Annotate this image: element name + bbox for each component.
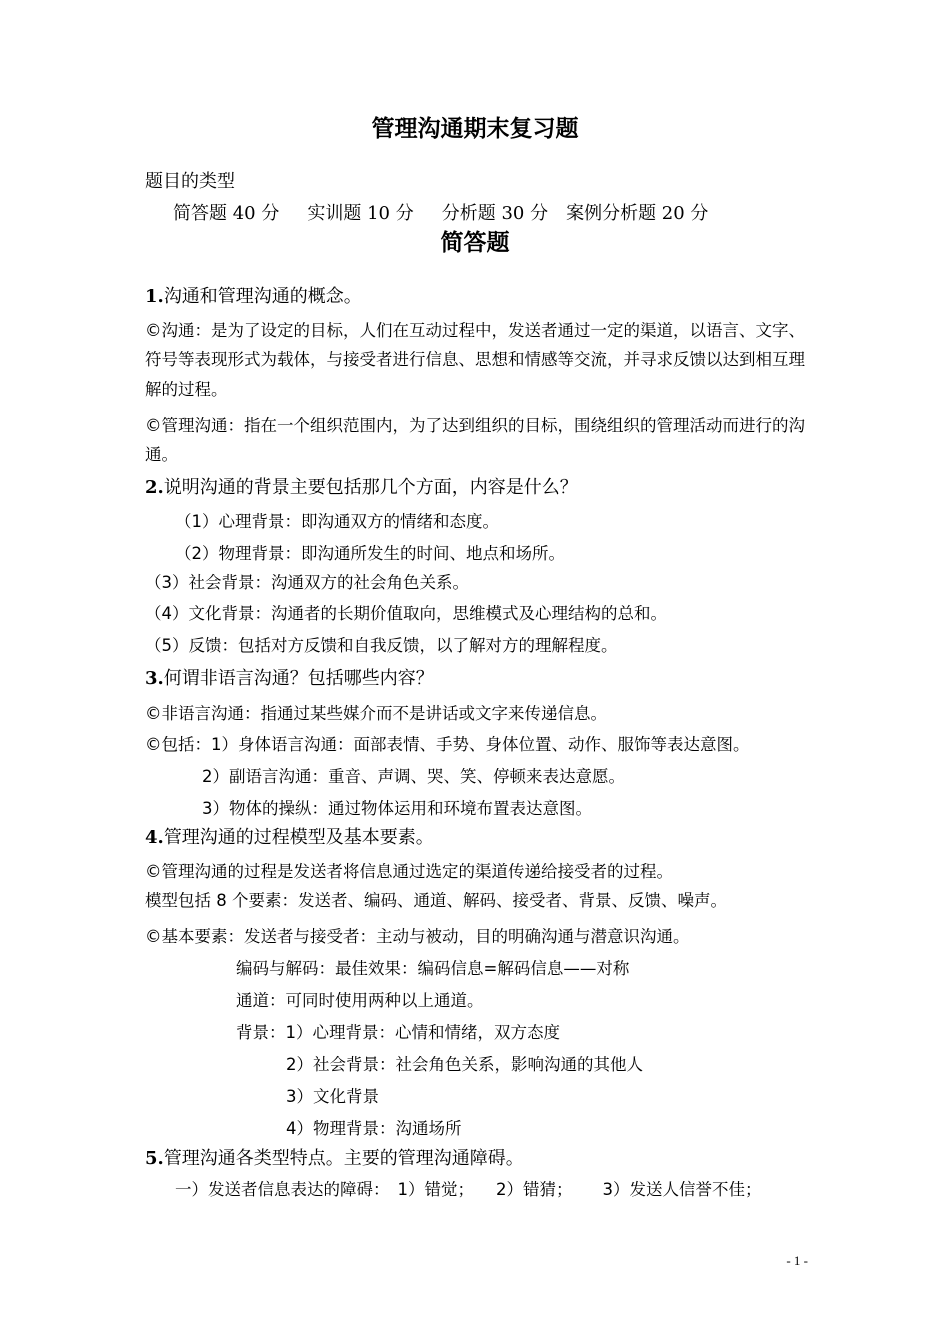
question-number: 3: [145, 668, 158, 689]
answer-line: （1）心理背景：即沟通双方的情绪和态度。: [175, 512, 499, 531]
type-item: 实训题 10 分: [307, 203, 414, 224]
question-number: 1: [145, 286, 158, 307]
type-item: 案例分析题 20 分: [566, 203, 709, 224]
question-heading: 3.何谓非语言沟通？包括哪些内容？: [145, 668, 434, 689]
document-title: 管理沟通期末复习题: [371, 116, 579, 142]
answer-line: ©基本要素：发送者与接受者：主动与被动，目的明确沟通与潜意识沟通。: [145, 927, 690, 946]
answer-line: （2）物理背景：即沟通所发生的时间、地点和场所。: [175, 544, 565, 563]
question-text: 沟通和管理沟通的概念。: [163, 286, 362, 307]
barrier-item: 1）错觉；: [397, 1180, 474, 1199]
barrier-label: 一）发送者信息表达的障碍：: [175, 1180, 390, 1199]
question-number: 4: [145, 827, 158, 848]
question-heading: 2.说明沟通的背景主要包括那几个方面，内容是什么？: [145, 477, 578, 498]
barrier-item: 2）错猜；: [496, 1180, 573, 1199]
question-types-list: [173, 205, 708, 223]
answer-line: （3）社会背景：沟通双方的社会角色关系。: [145, 573, 469, 592]
answer-line: 解的过程。: [145, 380, 228, 399]
question-heading: 1.沟通和管理沟通的概念。: [145, 286, 362, 307]
answer-line: ©沟通：是为了设定的目标，人们在互动过程中，发送者通过一定的渠道，以语言、文字、: [145, 321, 805, 340]
answer-line: 通道：可同时使用两种以上通道。: [236, 991, 484, 1010]
answer-line: ©管理沟通的过程是发送者将信息通过选定的渠道传递给接受者的过程。: [145, 862, 673, 881]
question-text: 管理沟通各类型特点。主要的管理沟通障碍。: [163, 1148, 524, 1169]
question-heading: 5.管理沟通各类型特点。主要的管理沟通障碍。: [145, 1148, 524, 1169]
type-item: 分析题 30 分: [441, 203, 549, 224]
answer-line: 3）文化背景: [286, 1087, 379, 1106]
answer-line: 背景：1）心理背景：心情和情绪，双方态度: [236, 1023, 560, 1042]
question-heading: 4.管理沟通的过程模型及基本要素。: [145, 827, 434, 848]
answer-line: （5）反馈：包括对方反馈和自我反馈，以了解对方的理解程度。: [145, 636, 618, 655]
answer-line: [175, 1182, 762, 1199]
question-number: 2: [145, 477, 158, 498]
answer-line: 4）物理背景：沟通场所: [286, 1119, 462, 1138]
answer-line: ©包括：1）身体语言沟通：面部表情、手势、身体位置、动作、服饰等表达意图。: [145, 735, 750, 754]
answer-line: 2）社会背景：社会角色关系，影响沟通的其他人: [286, 1055, 643, 1074]
answer-line: ©管理沟通：指在一个组织范围内，为了达到组织的目标，围绕组织的管理活动而进行的沟: [145, 416, 805, 435]
section-title: 简答题: [440, 230, 510, 256]
type-item: 简答题 40 分: [173, 203, 280, 224]
answer-line: ©非语言沟通：指通过某些媒介而不是讲话或文字来传递信息。: [145, 704, 607, 723]
question-number: 5: [145, 1148, 158, 1169]
answer-line: 编码与解码：最佳效果：编码信息=解码信息——对称: [236, 959, 630, 978]
page-number: - 1 -: [786, 1253, 808, 1268]
barrier-item: 3）发送人信誉不佳；: [602, 1180, 762, 1199]
question-text: 管理沟通的过程模型及基本要素。: [163, 827, 434, 848]
answer-line: 3）物体的操纵：通过物体运用和环境布置表达意图。: [202, 799, 592, 818]
question-text: 说明沟通的背景主要包括那几个方面，内容是什么？: [163, 477, 578, 498]
answer-line: 符号等表现形式为载体，与接受者进行信息、思想和情感等交流，并寻求反馈以达到相互理: [145, 350, 805, 369]
answer-line: 模型包括 8 个要素：发送者、编码、通道、解码、接受者、背景、反馈、噪声。: [145, 891, 727, 910]
answer-line: （4）文化背景：沟通者的长期价值取向，思维模式及心理结构的总和。: [145, 604, 667, 623]
question-types-label: 题目的类型: [145, 171, 235, 192]
answer-line: 2）副语言沟通：重音、声调、哭、笑、停顿来表达意愿。: [202, 767, 625, 786]
answer-line: 通。: [145, 445, 178, 464]
question-text: 何谓非语言沟通？包括哪些内容？: [163, 668, 434, 689]
